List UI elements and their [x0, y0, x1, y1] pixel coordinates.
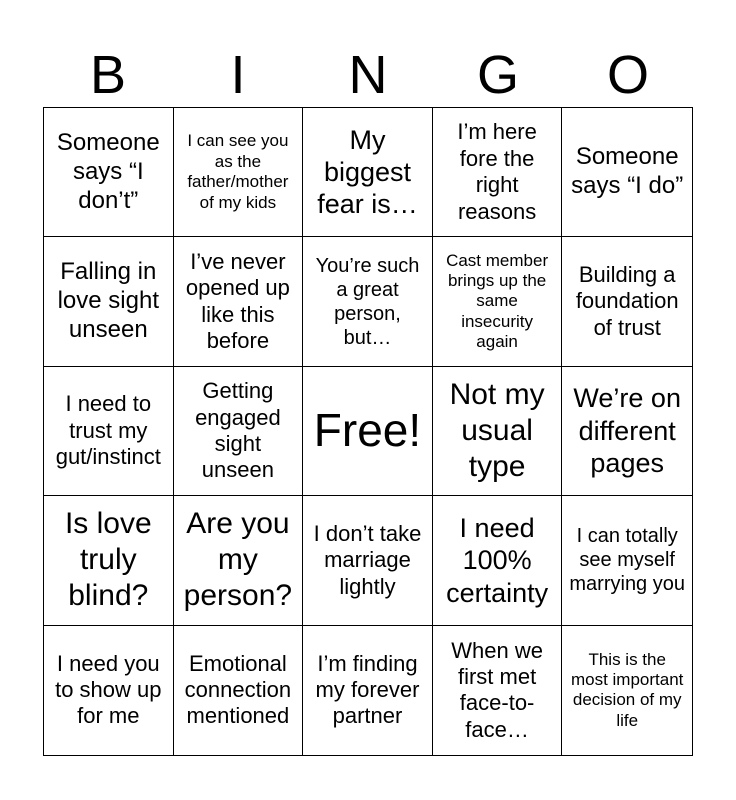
- bingo-cell-text: Are you my person?: [183, 507, 293, 613]
- bingo-cell-r2c1[interactable]: [44, 237, 174, 366]
- bingo-cell-text: I’m finding my forever partner: [315, 650, 420, 729]
- bingo-cell-text: Not my usual type: [449, 377, 545, 483]
- bingo-cell-text: When we first met face-to-face…: [451, 637, 543, 742]
- bingo-cell-text: Someone says “I do”: [571, 143, 684, 200]
- bingo-cell-text: Is love truly blind?: [64, 507, 152, 613]
- bingo-cell-text: I don’t take marriage lightly: [313, 520, 422, 599]
- bingo-cell-r5c3[interactable]: [303, 626, 433, 755]
- bingo-cell-text: I’ve never opened up like this before: [185, 248, 290, 353]
- header-letter-n: N: [348, 45, 388, 105]
- bingo-cell-text: Building a foundation of trust: [575, 262, 679, 340]
- bingo-cell-r4c2[interactable]: [174, 496, 304, 625]
- header-letter-i: I: [230, 45, 246, 105]
- bingo-header: [43, 44, 693, 106]
- bingo-cell-text: I can totally see myself marrying you: [569, 525, 685, 596]
- bingo-cell-r1c2[interactable]: [174, 108, 304, 237]
- bingo-cell-r3c5[interactable]: [562, 367, 692, 496]
- bingo-cell-r2c2[interactable]: [174, 237, 304, 366]
- bingo-cell-r4c3[interactable]: [303, 496, 433, 625]
- bingo-cell-text: This is the most important decision of my life: [570, 649, 684, 730]
- bingo-cell-r1c4[interactable]: [433, 108, 563, 237]
- bingo-cell-text: Emotional connection mentioned: [184, 650, 292, 729]
- bingo-cell-text: You’re such a great person, but…: [315, 254, 420, 349]
- bingo-cell-text: Getting engaged sight unseen: [195, 378, 281, 483]
- bingo-cell-r4c1[interactable]: [44, 496, 174, 625]
- bingo-cell-r1c5[interactable]: [562, 108, 692, 237]
- bingo-cell-text: Cast member brings up the same insecurity again: [446, 250, 549, 352]
- header-letter-o: O: [606, 45, 649, 105]
- bingo-cell-r1c3[interactable]: [303, 108, 433, 237]
- header-letter-g: G: [476, 45, 519, 105]
- bingo-cell-r5c1[interactable]: [44, 626, 174, 755]
- bingo-cell-text: Free!: [313, 404, 422, 457]
- bingo-cell-r5c5[interactable]: [562, 626, 692, 755]
- bingo-cell-text: I can see you as the father/mother of my kids: [187, 131, 289, 212]
- bingo-cell-r3c4[interactable]: [433, 367, 563, 496]
- bingo-cell-r4c4[interactable]: [433, 496, 563, 625]
- header-letter-b: B: [89, 45, 127, 105]
- bingo-cell-r2c3[interactable]: [303, 237, 433, 366]
- bingo-cell-text: Someone says “I don’t”: [56, 129, 160, 214]
- bingo-cell-r3c2[interactable]: [174, 367, 304, 496]
- bingo-cell-text: I’m here fore the right reasons: [457, 119, 537, 224]
- bingo-cell-r2c4[interactable]: [433, 237, 563, 366]
- bingo-cell-text: I need to trust my gut/instinct: [55, 391, 161, 470]
- bingo-cell-text: I need you to show up for me: [55, 650, 162, 729]
- bingo-cell-text: Falling in love sight unseen: [57, 258, 159, 343]
- bingo-cell-r4c5[interactable]: [562, 496, 692, 625]
- bingo-cell-r5c4[interactable]: [433, 626, 563, 755]
- bingo-cell-text: My biggest fear is…: [317, 124, 418, 220]
- bingo-cell-text: We’re on different pages: [573, 383, 681, 479]
- bingo-cell-r1c1[interactable]: [44, 108, 174, 237]
- bingo-cell-r3c1[interactable]: [44, 367, 174, 496]
- bingo-cell-free[interactable]: [303, 367, 433, 496]
- bingo-board: [43, 107, 693, 756]
- bingo-cell-r2c5[interactable]: [562, 237, 692, 366]
- bingo-cell-r5c2[interactable]: [174, 626, 304, 755]
- bingo-cell-text: I need 100% certainty: [446, 512, 549, 608]
